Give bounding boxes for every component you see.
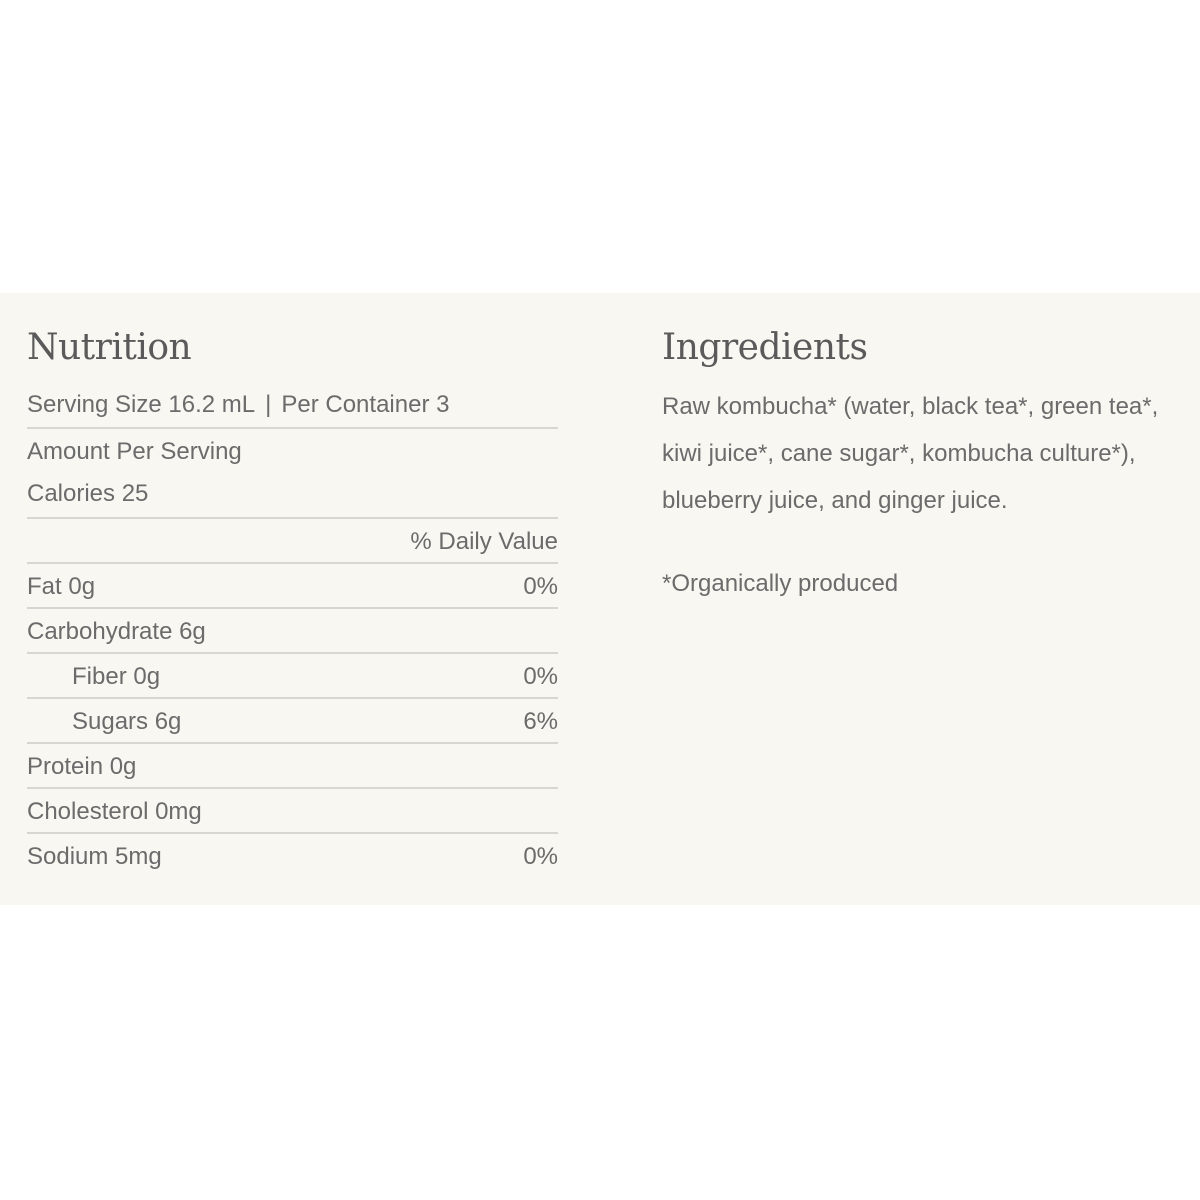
ingredients-section bbox=[662, 383, 1192, 607]
organic-note: *Organically produced bbox=[662, 570, 899, 597]
nutrient-row-sugars bbox=[27, 699, 558, 744]
nutrient-row-protein bbox=[27, 744, 558, 789]
nutrient-daily-value: 6% bbox=[523, 708, 558, 735]
nutrient-daily-value: 0% bbox=[523, 843, 558, 870]
nutrient-row-sodium bbox=[27, 834, 558, 877]
nutrient-name: Cholesterol 0mg bbox=[27, 798, 202, 825]
nutrient-name: Fat 0g bbox=[27, 573, 96, 600]
nutrient-name: Fiber 0g bbox=[72, 663, 161, 690]
nutrition-facts bbox=[27, 383, 558, 877]
serving-info bbox=[27, 383, 558, 429]
nutrient-row-fat bbox=[27, 564, 558, 609]
ingredients-heading: Ingredients bbox=[662, 327, 868, 368]
product-info-panel bbox=[0, 293, 1200, 905]
nutrient-row-cholesterol bbox=[27, 789, 558, 834]
nutrient-row-fiber bbox=[27, 654, 558, 699]
per-container: Per Container 3 bbox=[281, 391, 450, 418]
nutrient-name: Sugars 6g bbox=[72, 708, 182, 735]
calories: Calories 25 bbox=[27, 475, 558, 519]
nutrient-name: Sodium 5mg bbox=[27, 843, 162, 870]
nutrient-daily-value: 0% bbox=[523, 573, 558, 600]
nutrient-daily-value: 0% bbox=[523, 663, 558, 690]
nutrient-name: Protein 0g bbox=[27, 753, 137, 780]
amount-per-serving: Amount Per Serving bbox=[27, 438, 242, 465]
nutrient-name: Carbohydrate 6g bbox=[27, 618, 206, 645]
nutrition-heading: Nutrition bbox=[27, 327, 192, 368]
ingredients-list bbox=[662, 383, 1192, 524]
serving-size: Serving Size 16.2 mL bbox=[27, 391, 256, 418]
ingredients-line: Raw kombucha* (water, black tea*, green tea*, bbox=[662, 393, 1159, 420]
ingredients-line: kiwi juice*, cane sugar*, kombucha culture*), bbox=[662, 440, 1136, 467]
daily-value-header: % Daily Value bbox=[27, 519, 558, 564]
nutrient-row-carbohydrate bbox=[27, 609, 558, 654]
serving-separator: | bbox=[265, 391, 272, 418]
ingredients-line: blueberry juice, and ginger juice. bbox=[662, 487, 1008, 514]
